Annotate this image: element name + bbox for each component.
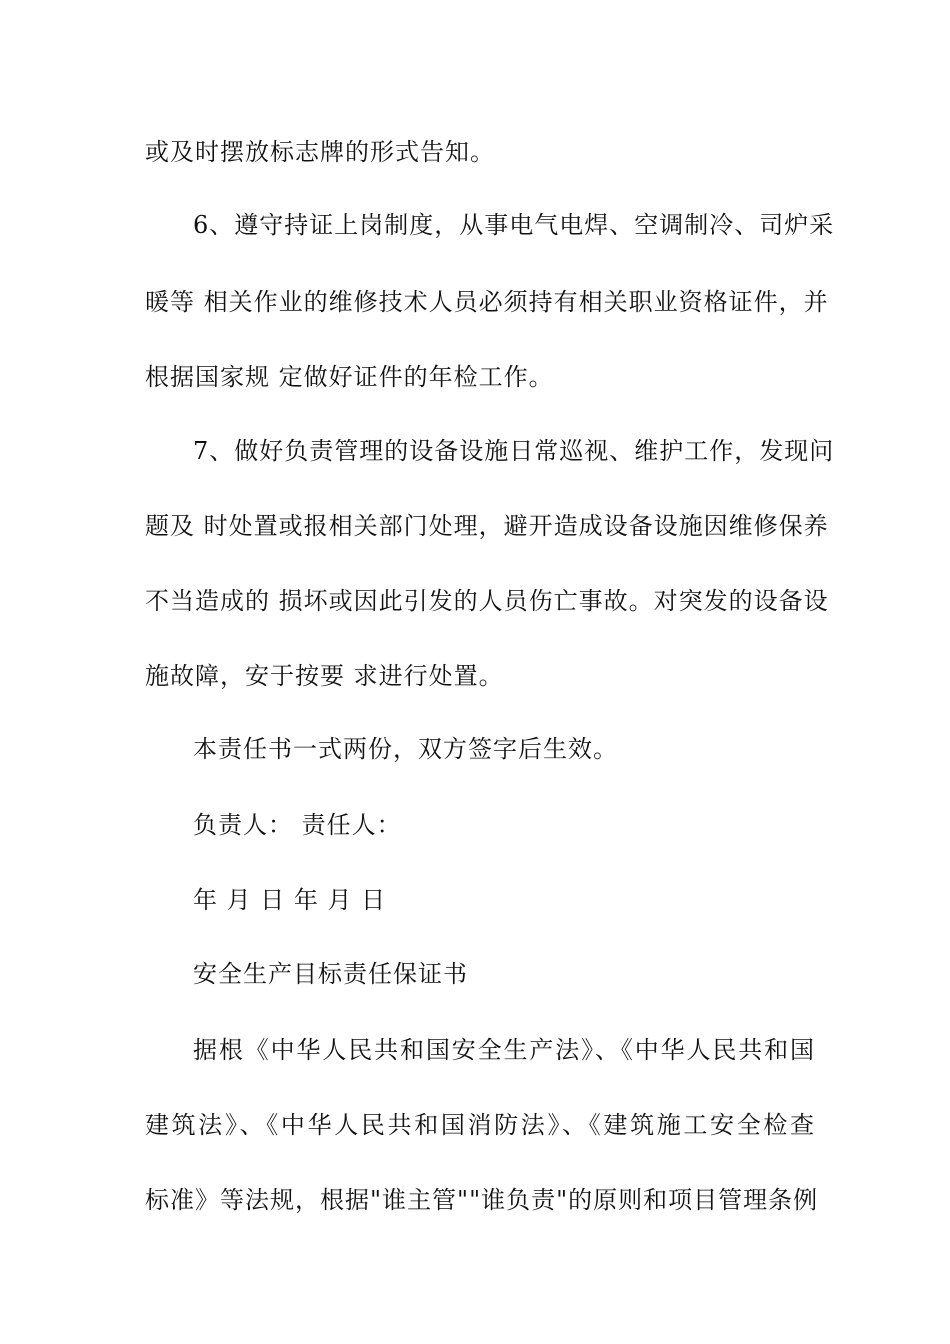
text-line-7: 不当造成的 损坏或因此引发的人员伤亡事故。对突发的设备设 bbox=[145, 587, 829, 615]
text-line-3: 暖等 相关作业的维修技术人员必须持有相关职业资格证件，并 bbox=[145, 288, 829, 316]
text-line-1: 或及时摆放标志牌的形式告知。 bbox=[145, 138, 495, 166]
text-line-10: 负责人： 责任人： bbox=[193, 811, 402, 839]
text-line-14: 建筑法》、《中华人民共和国消防法》、《建筑施工安全检查 bbox=[145, 1111, 815, 1139]
text-line-11: 年 月 日 年 月 日 bbox=[193, 886, 387, 914]
text-line-8: 施故障，安于按要 求进行处置。 bbox=[145, 662, 504, 690]
text-line-13: 据根《中华人民共和国安全生产法》、《中华人民共和国 bbox=[193, 1036, 815, 1064]
text-line-5: 7、做好负责管理的设备设施日常巡视、维护工作，发现问 bbox=[193, 437, 835, 465]
section-title: 安全生产目标责任保证书 bbox=[193, 960, 468, 988]
text-line-6: 题及 时处置或报相关部门处理，避开造成设备设施因维修保养 bbox=[145, 512, 829, 540]
text-line-9: 本责任书一式两份，双方签字后生效。 bbox=[193, 735, 618, 763]
text-line-2: 6、遵守持证上岗制度，从事电气电焊、空调制冷、司炉采 bbox=[193, 211, 835, 239]
text-line-15: 标准》等法规，根据"谁主管""谁负责"的原则和项目管理条例 bbox=[145, 1186, 819, 1214]
text-line-4: 根据国家规 定做好证件的年检工作。 bbox=[145, 363, 554, 391]
